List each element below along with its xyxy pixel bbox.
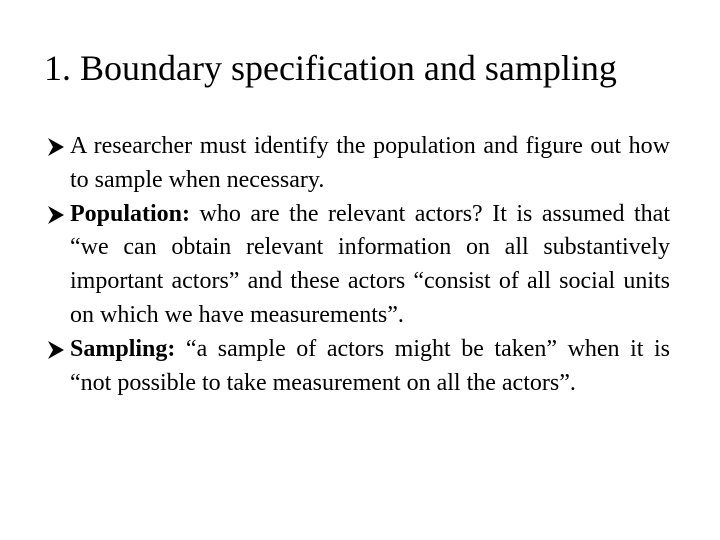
arrowhead-bullet-icon bbox=[46, 340, 66, 360]
bullet-lead-term: Population: bbox=[70, 200, 191, 227]
arrowhead-bullet-icon bbox=[46, 137, 66, 157]
slide-title: 1. Boundary specification and sampling bbox=[44, 48, 617, 88]
bullet-item-researcher bbox=[46, 130, 670, 198]
bullet-item-sampling bbox=[46, 333, 670, 401]
bullet-lead-term: Sampling: bbox=[70, 335, 176, 362]
bullet-text: “a sample of actors might be taken” when it is “not possible to take measurement on all the actors”. bbox=[70, 335, 670, 396]
bullet-list bbox=[46, 130, 670, 400]
bullet-item-population bbox=[46, 198, 670, 333]
bullet-text: who are the relevant actors? It is assumed that “we can obtain relevant information on all substantively important actors” and these actors “consist of all social units on which we have measurements”. bbox=[70, 200, 670, 328]
bullet-text: A researcher must identify the population and figure out how to sample when necessary. bbox=[70, 133, 670, 193]
arrowhead-bullet-icon bbox=[46, 205, 66, 225]
